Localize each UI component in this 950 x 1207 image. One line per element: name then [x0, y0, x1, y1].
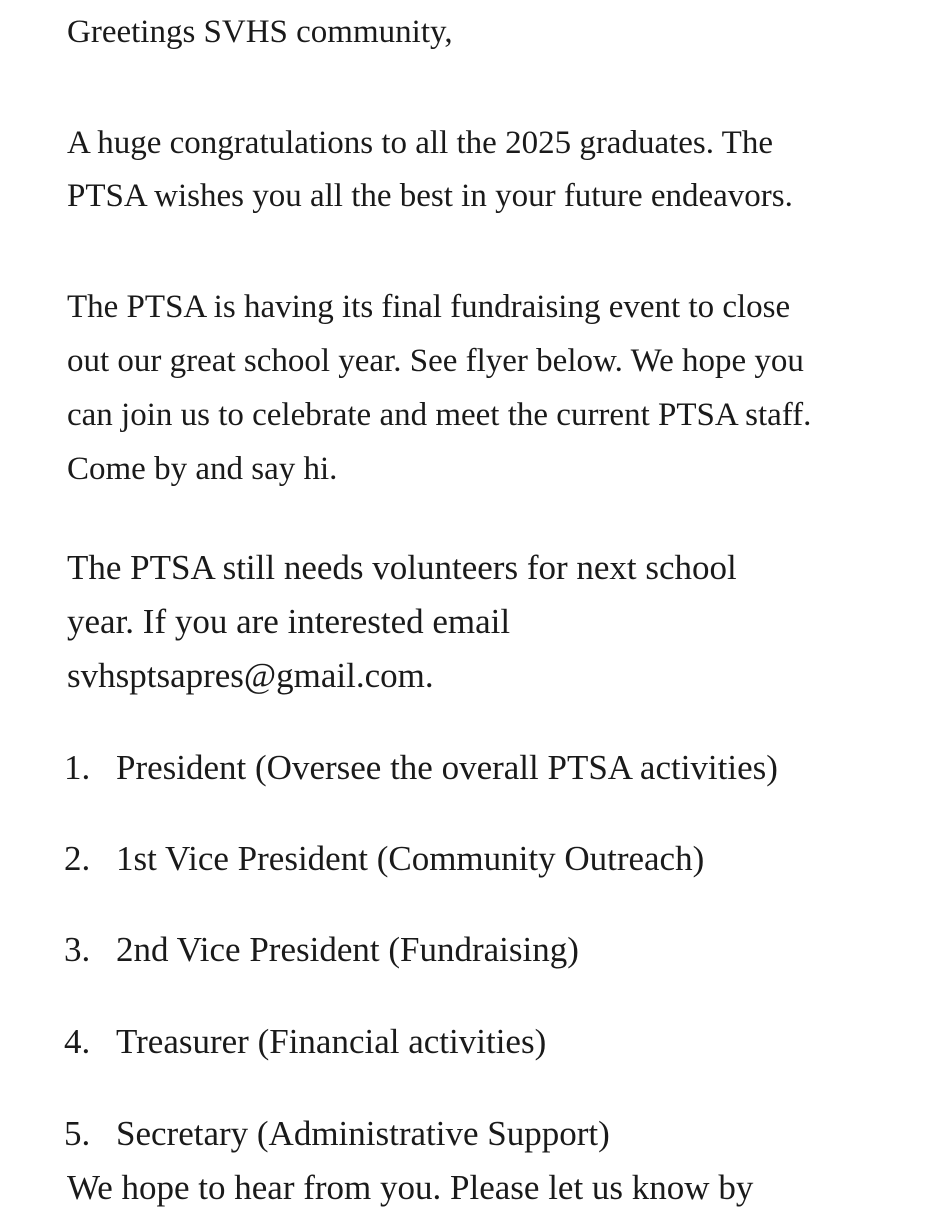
- list-number: 2.: [64, 839, 91, 878]
- volunteers-line-2: year. If you are interested email: [67, 602, 511, 641]
- position-president: President (Oversee the overall PTSA activities): [116, 748, 778, 787]
- list-number: 3.: [64, 930, 91, 969]
- event-line-4: Come by and say hi.: [67, 451, 338, 487]
- closing-line: We hope to hear from you. Please let us know by: [67, 1168, 754, 1207]
- volunteers-email: svhsptsapres@gmail.com.: [67, 656, 434, 695]
- position-first-vice-president: 1st Vice President (Community Outreach): [116, 839, 705, 878]
- position-secretary: Secretary (Administrative Support): [116, 1114, 610, 1153]
- list-number: 1.: [64, 748, 91, 787]
- congrats-line-1: A huge congratulations to all the 2025 graduates. The: [67, 125, 773, 161]
- event-line-2: out our great school year. See flyer below. We hope you: [67, 343, 804, 379]
- congrats-line-2: PTSA wishes you all the best in your future endeavors.: [67, 178, 793, 214]
- event-line-1: The PTSA is having its final fundraising event to close: [67, 289, 791, 325]
- volunteers-line-1: The PTSA still needs volunteers for next school: [67, 548, 737, 587]
- event-line-3: can join us to celebrate and meet the current PTSA staff.: [67, 397, 812, 433]
- list-number: 5.: [64, 1114, 91, 1153]
- greeting: Greetings SVHS community,: [67, 14, 453, 50]
- position-second-vice-president: 2nd Vice President (Fundraising): [116, 930, 579, 969]
- position-treasurer: Treasurer (Financial activities): [116, 1022, 547, 1061]
- list-number: 4.: [64, 1022, 91, 1061]
